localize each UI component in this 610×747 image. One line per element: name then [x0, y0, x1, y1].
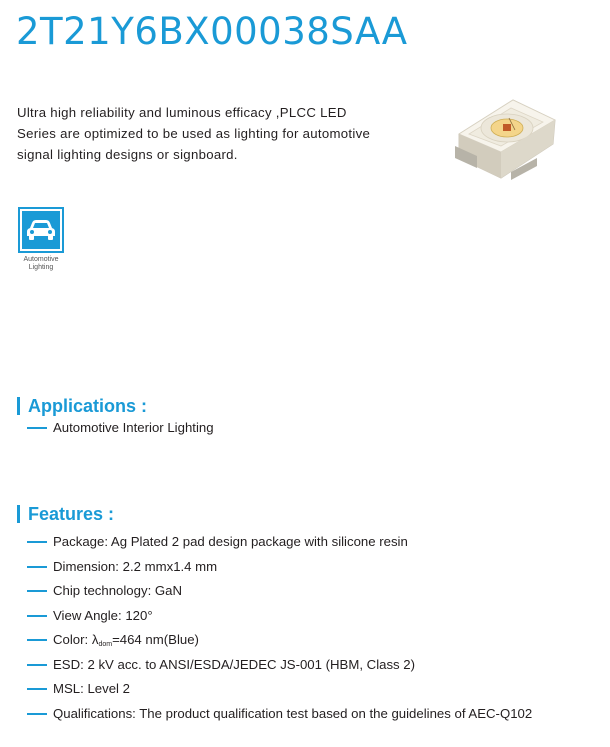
dash-bullet-icon [27, 639, 47, 641]
list-item: Chip technology: GaN [27, 581, 532, 606]
list-item: ESD: 2 kV acc. to ANSI/ESDA/JEDEC JS-001 (HBM, Class 2) [27, 655, 532, 680]
list-item: MSL: Level 2 [27, 679, 532, 704]
list-item: Qualifications: The product qualification test based on the guidelines of AEC-Q102 [27, 704, 532, 729]
dash-bullet-icon [27, 688, 47, 690]
product-description: Ultra high reliability and luminous efficacy ,PLCC LED Series are optimized to be used as lighting for automotive signal lighting designs or signboard. [17, 105, 371, 162]
dash-bullet-icon [27, 541, 47, 543]
list-item: Dimension: 2.2 mmx1.4 mm [27, 557, 532, 582]
list-item: Package: Ag Plated 2 pad design package with silicone resin [27, 532, 532, 557]
dash-bullet-icon [27, 590, 47, 592]
dash-bullet-icon [27, 664, 47, 666]
product-title: 2T21Y6BX00038SAA [16, 10, 408, 53]
led-package-image [455, 86, 557, 184]
list-item: Color: $\lambda_{dom}=464$ nm(Blue) [27, 630, 532, 655]
applications-list [27, 418, 214, 443]
features-list [27, 532, 532, 728]
badge-label: Automotive Lighting [23, 256, 59, 271]
applications-heading: Applications : [17, 397, 147, 415]
dash-bullet-icon [27, 427, 47, 429]
list-item: Automotive Interior Lighting [27, 418, 214, 443]
dash-bullet-icon [27, 615, 47, 617]
dash-bullet-icon [27, 713, 47, 715]
automotive-lighting-badge [18, 207, 64, 253]
list-item: View Angle: 120° [27, 606, 532, 631]
dash-bullet-icon [27, 566, 47, 568]
features-heading: Features : [17, 505, 114, 523]
car-icon [26, 219, 56, 241]
